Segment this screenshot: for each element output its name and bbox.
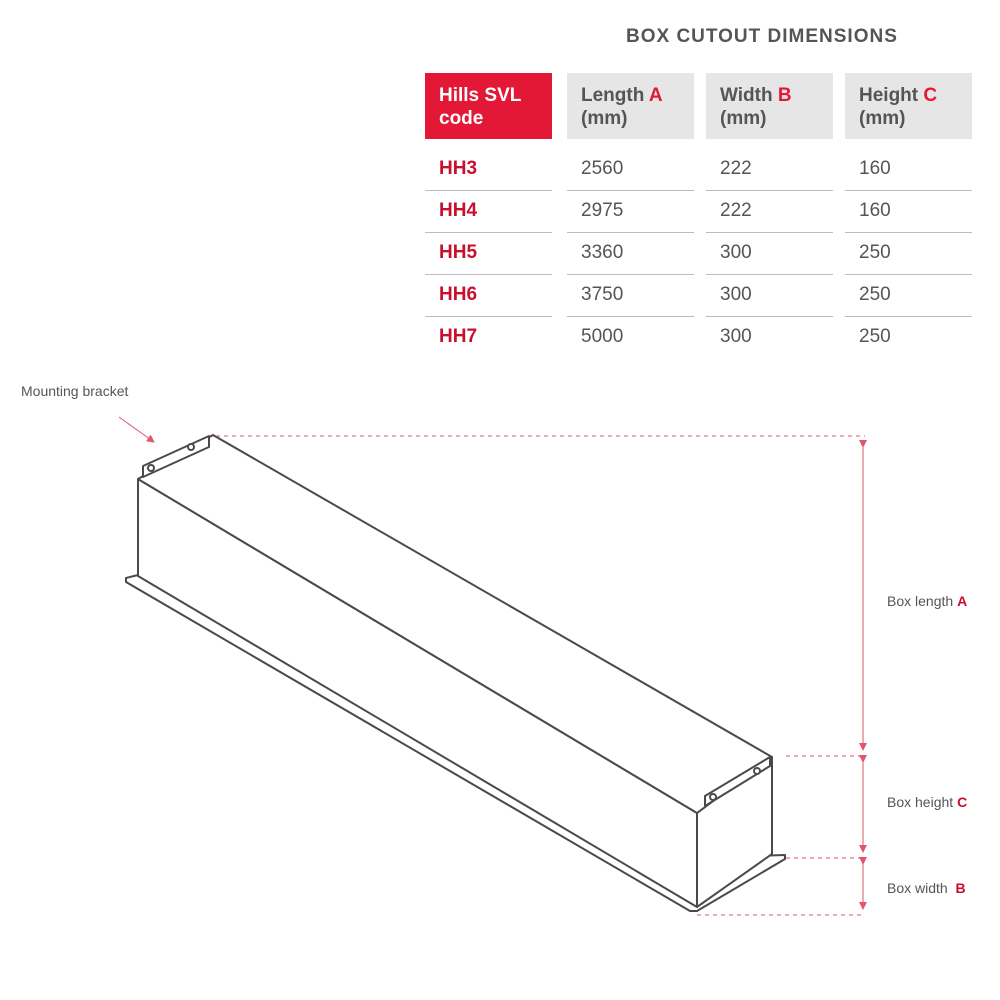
header-height-line1: Height (859, 85, 919, 106)
header-length-accent: A (648, 85, 663, 106)
cell-length: 5000 (581, 326, 624, 347)
cell-length: 2560 (567, 149, 694, 191)
cell-height: 250 (845, 233, 972, 275)
cell-code: HH6 (425, 275, 552, 317)
cell-code: HH4 (425, 191, 552, 233)
cell-code: HH5 (425, 233, 552, 275)
cell-width: 222 (706, 191, 833, 233)
header-height-line2: (mm) (859, 108, 906, 129)
header-length-line2: (mm) (581, 108, 628, 129)
box-width-accent: B (955, 880, 966, 896)
cell-width: 300 (706, 275, 833, 317)
cell-length: 3360 (567, 233, 694, 275)
cell-width: 300 (706, 233, 833, 275)
box-height-accent: C (957, 794, 968, 810)
box-body (138, 435, 772, 907)
box-height-text: Box height (887, 794, 954, 810)
header-width-line1: Width (720, 85, 773, 106)
cell-code: HH7 (439, 326, 478, 347)
box-height-label (887, 794, 967, 810)
header-code-line2: code (439, 108, 484, 129)
cell-length: 2975 (567, 191, 694, 233)
cell-height: 250 (845, 275, 972, 317)
header-height-accent: C (923, 85, 938, 106)
cell-length: 3750 (567, 275, 694, 317)
cell-code: HH3 (425, 149, 552, 191)
cell-height: 160 (845, 149, 972, 191)
box-length-label (887, 593, 967, 609)
header-code-line1: Hills SVL (439, 85, 522, 106)
header-width-line2: (mm) (720, 108, 767, 129)
cell-width: 300 (720, 326, 752, 347)
cell-height: 160 (845, 191, 972, 233)
cell-height: 250 (859, 326, 891, 347)
box-length-accent: A (957, 593, 968, 609)
box-length-text: Box length (887, 593, 954, 609)
header-width-accent: B (777, 85, 792, 106)
bracket-pointer-arrow (119, 417, 154, 442)
header-length-line1: Length (581, 85, 645, 106)
table-title: BOX CUTOUT DIMENSIONS (626, 26, 898, 47)
cell-width: 222 (706, 149, 833, 191)
box-width-label (887, 880, 966, 896)
mounting-bracket-label: Mounting bracket (21, 383, 129, 399)
box-width-text: Box width (887, 880, 948, 896)
